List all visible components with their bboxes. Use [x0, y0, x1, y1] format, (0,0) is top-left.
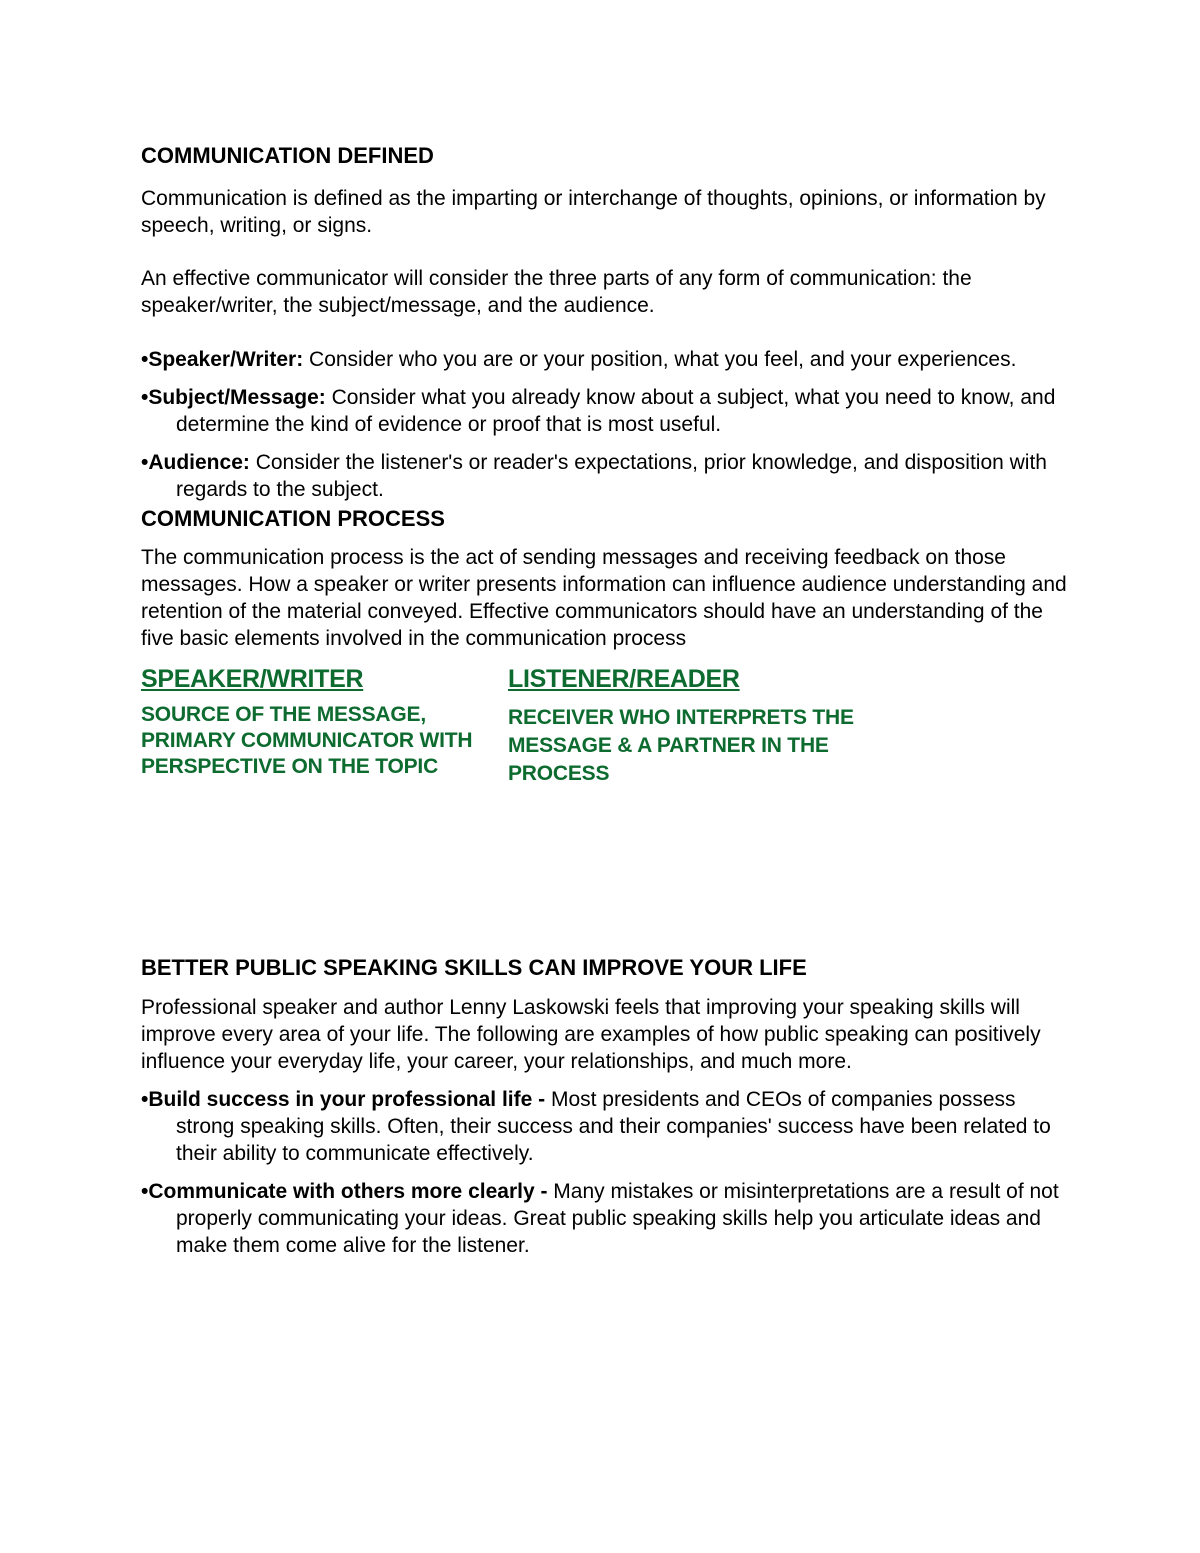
paragraph-three-parts: An effective communicator will consider the three parts of any form of communication: the speaker/writer, the subject/message, and the audience. [141, 267, 972, 317]
bullet-label: •Speaker/Writer: [141, 348, 304, 371]
bullet-label: •Audience: [141, 451, 250, 474]
speaker-writer-box [141, 664, 508, 788]
bullet-text: Most presidents and CEOs of companies possess strong speaking skills. Often, their success and their companies' success have been related to their ability to communicate effectively. [176, 1088, 1051, 1165]
bullet-text: Consider who you are or your position, what you feel, and your experiences. [303, 348, 1017, 371]
listener-reader-description: RECEIVER WHO INTERPRETS THE MESSAGE & A PARTNER IN THE PROCESS [508, 706, 854, 785]
heading-public-speaking: BETTER PUBLIC SPEAKING SKILLS CAN IMPROVE YOUR LIFE [141, 955, 807, 980]
listener-reader-title: LISTENER/READER [508, 665, 740, 693]
process-elements [141, 664, 1071, 788]
bullet-text: Consider what you already know about a subject, what you need to know, and determine the kind of evidence or proof that is most useful. [176, 386, 1056, 436]
bullet-label: •Build success in your professional life - [141, 1088, 546, 1111]
bullet-subject-message [141, 384, 1071, 438]
bullet-label: •Communicate with others more clearly - [141, 1180, 548, 1203]
speaker-writer-description: SOURCE OF THE MESSAGE, PRIMARY COMMUNICATOR WITH PERSPECTIVE ON THE TOPIC [141, 703, 473, 778]
listener-reader-box [508, 664, 928, 788]
document-page [141, 140, 1071, 1259]
paragraph-process: The communication process is the act of sending messages and receiving feedback on those messages. How a speaker or writer presents information can influence audience understanding and retention of the material conveyed. Effective communicators should have an understanding of the five basic elements involved in the communication process [141, 546, 1067, 650]
speaker-writer-title: SPEAKER/WRITER [141, 665, 364, 693]
heading-communication-process: COMMUNICATION PROCESS [141, 506, 445, 531]
bullet-text: Many mistakes or misinterpretations are a result of not properly communicating your ideas. Great public speaking skills help you articulate ideas and make them come alive for the listener. [176, 1180, 1059, 1257]
bullet-communicate-clearly [141, 1178, 1071, 1259]
bullet-text: Consider the listener's or reader's expectations, prior knowledge, and disposition with regards to the subject. [176, 451, 1047, 501]
paragraph-public-speaking: Professional speaker and author Lenny Laskowski feels that improving your speaking skills will improve every area of your life. The following are examples of how public speaking can positively influence your everyday life, your career, your relationships, and much more. [141, 996, 1041, 1073]
bullet-audience [141, 449, 1071, 503]
bullet-speaker-writer [141, 346, 1071, 373]
bullet-label: •Subject/Message: [141, 386, 326, 409]
paragraph-definition: Communication is defined as the imparting or interchange of thoughts, opinions, or information by speech, writing, or signs. [141, 187, 1046, 237]
bullet-professional-life [141, 1086, 1071, 1167]
heading-communication-defined: COMMUNICATION DEFINED [141, 143, 434, 168]
